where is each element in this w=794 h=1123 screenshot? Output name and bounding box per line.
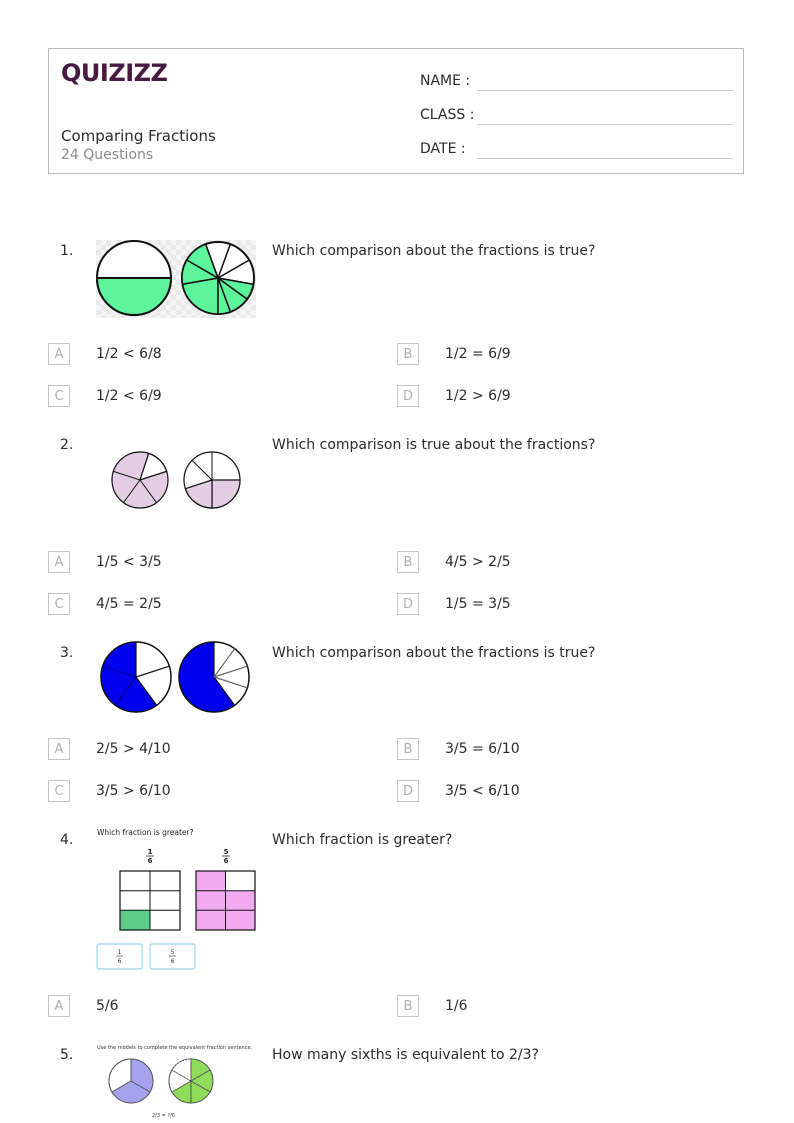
question-4-number: 4. (60, 832, 74, 848)
choice-right-numerator: 5 (170, 949, 175, 956)
option-letter: B (397, 551, 419, 573)
pie-three-fifths (101, 642, 171, 712)
question-2-number: 2. (60, 437, 74, 453)
worksheet-title: Comparing Fractions (61, 127, 216, 145)
option-text: 3/5 > 6/10 (96, 783, 171, 799)
question-5-image (96, 1042, 258, 1123)
question-5-number: 5. (60, 1047, 74, 1063)
option-text: 5/6 (96, 998, 119, 1014)
question-count: 24 Questions (61, 147, 154, 163)
question-3-text: Which comparison about the fractions is true? (272, 645, 596, 661)
date-line[interactable] (477, 158, 733, 159)
quizizz-logo: QUIZIZZ (61, 59, 168, 87)
class-label: CLASS : (420, 107, 475, 123)
option-text: 1/2 > 6/9 (445, 388, 511, 404)
fraction-right-numerator: 5 (223, 848, 229, 856)
question-1-image (96, 240, 256, 318)
pie-two-thirds (109, 1059, 153, 1103)
date-field[interactable] (420, 137, 733, 159)
image-title: Which fraction is greater? (97, 828, 194, 837)
option-text: 2/5 > 4/10 (96, 741, 171, 757)
option-letter: B (397, 995, 419, 1017)
question-3-image (98, 640, 256, 716)
option-text: 1/5 < 3/5 (96, 554, 162, 570)
option-text: 1/2 < 6/9 (96, 388, 162, 404)
fraction-right-denominator: 6 (223, 857, 229, 865)
grid-five-sixths (196, 871, 255, 930)
option-text: 4/5 = 2/5 (96, 596, 162, 612)
question-2-image (108, 448, 244, 512)
question-4-text: Which fraction is greater? (272, 832, 453, 848)
option-letter: B (397, 343, 419, 365)
question-1-number: 1. (60, 243, 74, 259)
class-line[interactable] (477, 124, 733, 125)
option-letter: D (397, 780, 419, 802)
fraction-left-numerator: 1 (147, 848, 153, 856)
pie-four-fifths (112, 452, 168, 508)
fraction-sentence: 2/3 = ?/6 (152, 1113, 175, 1119)
option-text: 1/5 = 3/5 (445, 596, 511, 612)
question-2-text: Which comparison is true about the fractions? (272, 437, 596, 453)
option-letter: A (48, 738, 70, 760)
fraction-left-denominator: 6 (147, 857, 153, 865)
question-3-number: 3. (60, 645, 74, 661)
choice-right-denominator: 6 (170, 958, 175, 965)
date-label: DATE : (420, 141, 466, 157)
pie-sixths (169, 1059, 213, 1103)
option-text: 1/6 (445, 998, 468, 1014)
question-4-image (96, 826, 258, 972)
pie-two-fifths (184, 452, 240, 508)
option-letter: C (48, 780, 70, 802)
option-letter: A (48, 551, 70, 573)
question-5-text: How many sixths is equivalent to 2/3? (272, 1047, 539, 1063)
option-letter: C (48, 385, 70, 407)
option-letter: A (48, 995, 70, 1017)
image-title: Use the models to complete the equivalent fraction sentence. (97, 1045, 253, 1051)
worksheet-header (48, 48, 744, 174)
option-text: 3/5 = 6/10 (445, 741, 520, 757)
question-1-text: Which comparison about the fractions is true? (272, 243, 596, 259)
name-line[interactable] (477, 90, 733, 91)
option-letter: D (397, 385, 419, 407)
choice-left-numerator: 1 (117, 949, 122, 956)
pie-six-tenths (179, 642, 249, 712)
option-letter: D (397, 593, 419, 615)
name-field[interactable] (420, 69, 733, 91)
option-letter: B (397, 738, 419, 760)
option-letter: C (48, 593, 70, 615)
option-letter: A (48, 343, 70, 365)
option-text: 4/5 > 2/5 (445, 554, 511, 570)
choice-left-denominator: 6 (117, 958, 122, 965)
class-field[interactable] (420, 103, 733, 125)
option-text: 1/2 < 6/8 (96, 346, 162, 362)
grid-one-sixth (120, 871, 180, 930)
name-label: NAME : (420, 73, 471, 89)
pie-nine-parts (182, 242, 254, 314)
option-text: 1/2 = 6/9 (445, 346, 511, 362)
option-text: 3/5 < 6/10 (445, 783, 520, 799)
